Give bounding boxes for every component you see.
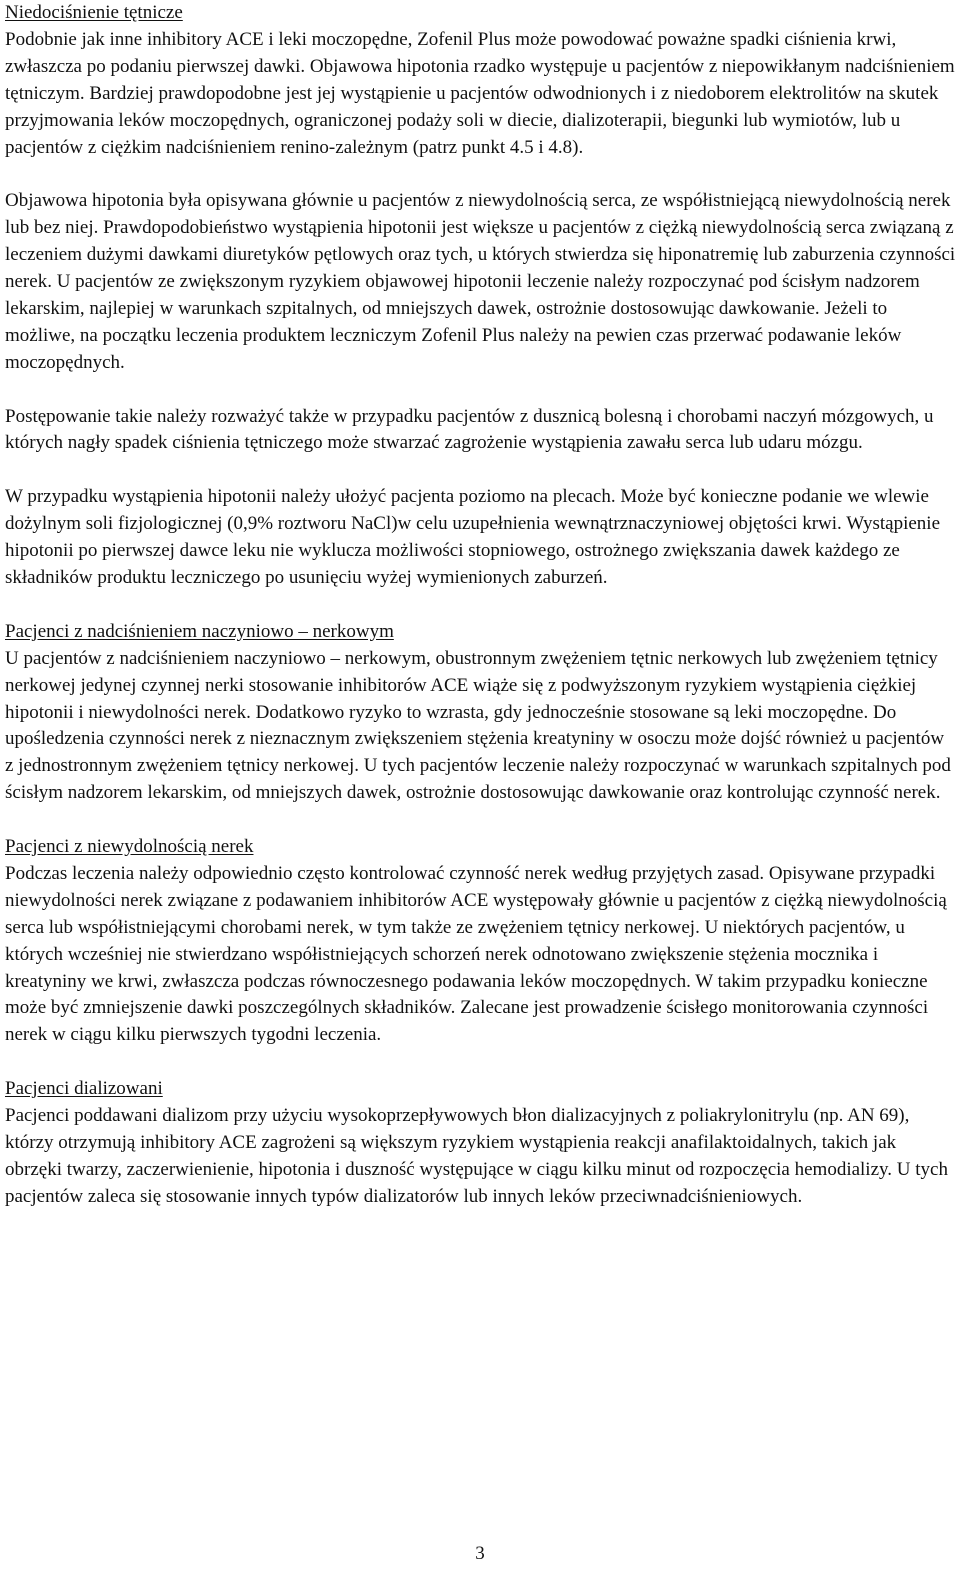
section-renovascular-hypertension bbox=[5, 619, 957, 807]
paragraph: U pacjentów z nadciśnieniem naczyniowo – nerkowym, obustronnym zwężeniem tętnic nerkowych lub zwężeniem tętnicy nerkowej jedynej czynnej nerki stosowanie inhibitorów ACE wiąże się z podwyższonym ryzykiem wystąpienia ciężkiej hipotonii i niewydolności nerek. Dodatkowo ryzyko to wzrasta, gdy jednocześnie stosowane są leki moczopędne. Do upośledzenia czynności nerek z nieznacznym zwiększeniem stężenia kreatyniny w osoczu może dojść również u pacjentów z jednostronnym zwężeniem tętnicy nerkowej. U tych pacjentów leczenie należy rozpoczynać w warunkach szpitalnych pod ścisłym nadzorem lekarskim, od mniejszych dawek, ostrożnie dostosowując dawkowanie oraz kontrolując czynność nerek. bbox=[5, 647, 951, 804]
section-dialysis-patients bbox=[5, 1076, 957, 1211]
paragraph: Podczas leczenia należy odpowiednio często kontrolować czynność nerek według przyjętych zasad. Opisywane przypadki niewydolności nerek związane z podawaniem inhibitorów ACE występowały głównie u pacjentów z ciężką niewydolnością serca lub współistniejącymi chorobami nerek, w tym także ze zwężeniem tętnicy nerkowej. U niektórych pacjentów, u których wcześniej nie stwierdzano współistniejących schorzeń nerek odnotowano zwiększenie stężenia mocznika i kreatyniny we krwi, zwłaszcza podczas równoczesnego podawania leków moczopędnych. W takim przypadku konieczne może być zmniejszenie dawki poszczególnych składników. Zalecane jest prowadzenie ścisłego monitorowania czynności nerek w ciągu kilku pierwszych tygodni leczenia. bbox=[5, 862, 947, 1046]
paragraph: W przypadku wystąpienia hipotonii należy ułożyć pacjenta poziomo na plecach. Może być konieczne podanie we wlewie dożylnym soli fizjologicznej (0,9% roztworu NaCl)w celu uzupełnienia wewnątrznaczyniowej objętości krwi. Wystąpienie hipotonii po pierwszej dawce leku nie wyklucza możliwości stopniowego, ostrożnego zwiększania dawek każdego ze składników produktu leczniczego po usunięciu wyżej wymienionych zaburzeń. bbox=[5, 486, 941, 588]
section-heading: Niedociśnienie tętnicze bbox=[5, 2, 183, 23]
paragraph: Objawowa hipotonia była opisywana głównie u pacjentów z niewydolnością serca, ze współistniejącą niewydolnością nerek lub bez niej. Prawdopodobieństwo wystąpienia hipotonii jest większe u pacjentów z ciężką niewydolnością serca związaną z leczeniem dużymi dawkami diuretyków pętlowych oraz tych, u których stwierdza się hiponatremię lub zaburzenia czynności nerek. U pacjentów ze zwiększonym ryzykiem objawowej hipotonii leczenie należy rozpoczynać pod ścisłym nadzorem lekarskim, najlepiej w warunkach szpitalnych, od mniejszych dawek, ostrożnie dostosowując dawkowanie. Jeżeli to możliwe, na początku leczenia produktem leczniczym Zofenil Plus należy na pewien czas przerwać podawanie leków moczopędnych. bbox=[5, 190, 956, 373]
section-heading: Pacjenci z niewydolnością nerek bbox=[5, 836, 254, 858]
paragraph: Pacjenci poddawani dializom przy użyciu wysokoprzepływowych błon dializacyjnych z poliakrylonitrylu (np. AN 69), którzy otrzymują inhibitory ACE zagrożeni są większym ryzykiem wystąpienia reakcji anafilaktoidalnych, takich jak obrzęki twarzy, zaczerwienienie, hipotonia i duszność występujące w ciągu kilku minut od rozpoczęcia hemodializy. U tych pacjentów zaleca się stosowanie innych typów dializatorów lub innych leków przeciwnadciśnieniowych. bbox=[5, 1105, 948, 1207]
section-heading: Pacjenci dializowani bbox=[5, 1078, 163, 1100]
section-hypotension bbox=[5, 0, 957, 592]
paragraph: Podobnie jak inne inhibitory ACE i leki moczopędne, Zofenil Plus może powodować poważne spadki ciśnienia krwi, zwłaszcza po podaniu pierwszej dawki. Objawowa hipotonia rzadko występuje u pacjentów z niepowikłanym nadciśnieniem tętniczym. Bardziej prawdopodobne jest jej wystąpienie u pacjentów odwodnionych i z niedoborem elektrolitów na skutek przyjmowania leków moczopędnych, ograniczonej podaży soli w diecie, dializoterapii, biegunki lub wymiotów, lub u pacjentów z ciężkim nadciśnieniem renino-zależnym (patrz punkt 4.5 i 4.8). bbox=[5, 28, 955, 158]
document-page bbox=[5, 0, 957, 1211]
section-renal-impairment bbox=[5, 834, 957, 1049]
section-heading: Pacjenci z nadciśnieniem naczyniowo – nerkowym bbox=[5, 620, 394, 642]
page-number: 3 bbox=[475, 1543, 485, 1564]
paragraph: Postępowanie takie należy rozważyć także w przypadku pacjentów z dusznicą bolesną i chorobami naczyń mózgowych, u których nagły spadek ciśnienia tętniczego może stwarzać zagrożenie wystąpienia zawału serca lub udaru mózgu. bbox=[5, 405, 934, 454]
